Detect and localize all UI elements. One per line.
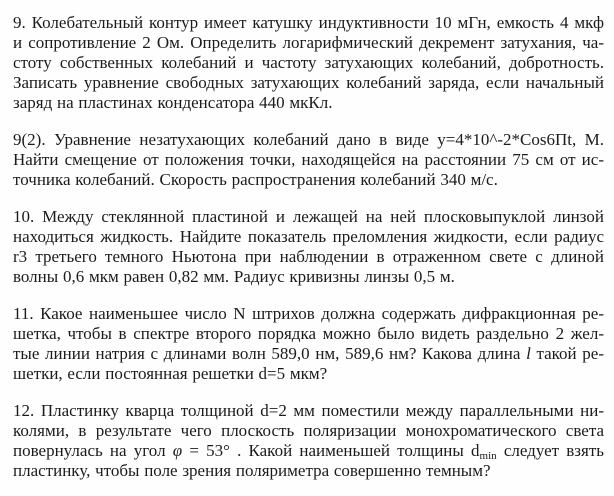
text-line: 11. Какое наименьшее число N штрихов должна содержать дифракционная ре- (13, 304, 604, 323)
problem-10 (13, 207, 604, 287)
problem-9 (13, 13, 604, 113)
text-line: тые линии натрия с длинами волн 589,0 нм, 589,6 нм? Какова длина l такой ре- (13, 344, 604, 363)
text-line: r3 третьего темного Ньютона при наблюдении в отраженном свете с длиной (13, 247, 604, 266)
text-line: 9(2). Уравнение незатухающих колебаний дано в виде y=4*10^-2*Cos6Пt, М. (13, 130, 604, 149)
text-line: Записать уравнение свободных затухающих колебаний заряда, если начальный (13, 73, 604, 92)
text-line: шетки, если постоянная решетки d=5 мкм? (13, 364, 328, 383)
text-line: стоту собственных колебаний и частоту затухающих колебаний, добротность. (13, 53, 604, 72)
text-line: колями, в результате чего плоскость поляризации монохроматического света (13, 421, 604, 440)
problem-list (13, 13, 604, 481)
text-line: Найти смещение от положения точки, находящейся на расстоянии 75 см от ис- (13, 150, 604, 169)
problem-11 (13, 304, 604, 384)
text-line: 10. Между стеклянной пластиной и лежащей на ней плосковыпуклой линзой (13, 207, 604, 226)
text-line: волны 0,6 мкм равен 0,82 мм. Радиус кривизны линзы 0,5 м. (13, 267, 455, 286)
problem-9-2 (13, 130, 604, 190)
text-line: точника колебаний. Скорость распространения колебаний 340 м/с. (13, 170, 498, 189)
text-line: шетка, чтобы в спектре второго порядка можно было видеть раздельно 2 жел- (13, 324, 604, 343)
text-line: 9. Колебательный контур имеет катушку индуктивности 10 мГн, емкость 4 мкф (13, 13, 604, 32)
text-line: и сопротивление 2 Ом. Определить логарифмический декремент затухания, ча- (13, 33, 604, 52)
text-line: пластинку, чтобы поле зрения поляриметра совершенно темным? (13, 461, 491, 480)
text-line: заряд на пластинах конденсатора 440 мкКл. (13, 93, 333, 112)
text-line: находиться жидкость. Найдите показатель преломления жидкости, если радиус (13, 227, 604, 246)
text-line: повернулась на угол φ = 53° . Какой наименьшей толщины $d_{min}$ следует взять (13, 441, 604, 462)
text-line: 12. Пластинку кварца толщиной d=2 мм поместили между параллельными ни- (13, 401, 604, 420)
problem-12 (13, 401, 604, 481)
